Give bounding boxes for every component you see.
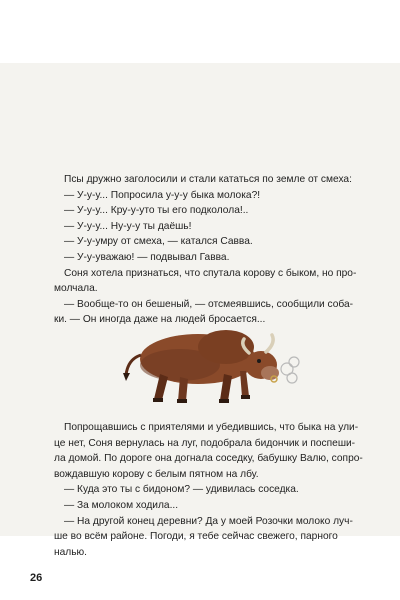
dialogue-line: — Куда это ты с бидоном? — удивилась соседка. (64, 484, 299, 496)
dialogue-line: — У-у-у... Кру-у-уто ты его подколола!.. (64, 205, 249, 217)
dialogue-line: — У-у-умру от смеха, — катался Савва. (64, 236, 253, 248)
page-number: 26 (30, 572, 43, 584)
text-block-bottom (54, 420, 363, 560)
paragraph-line: Псы дружно заголосили и стали кататься по земле от смеха: (64, 174, 352, 185)
text-block-top (54, 172, 357, 328)
dialogue-line: — Вообще-то он бешеный, — отсмеявшись, сообщили соба- (64, 298, 354, 310)
paragraph-line: Соня хотела признаться, что спутала корову с быком, но про- (64, 267, 357, 279)
dialogue-line: — У-у-у... Попросила у-у-у быка молока?! (64, 189, 261, 201)
dialogue-line: — У-у-уважаю! — подвывал Гавва. (64, 251, 230, 263)
paragraph-line: молчала. (54, 283, 98, 295)
dialogue-line: — На другой конец деревни? Да у моей Розочки молоко луч- (64, 515, 353, 527)
dialogue-line: — У-у-у... Ну-у-у ты даёшь! (64, 220, 192, 232)
dialogue-line: налью. (54, 546, 88, 558)
bull-illustration (118, 329, 303, 409)
paragraph-line: Попрощавшись с приятелями и убедившись, что быка на ули- (64, 422, 359, 433)
paragraph-line: це нет, Соня вернулась на луг, подобрала бидончик и поспеши- (54, 437, 356, 449)
dialogue-line: — За молоком ходила... (64, 499, 179, 511)
paragraph-line: ла домой. По дороге она догнала соседку, бабушку Валю, сопро- (54, 453, 363, 465)
dialogue-line: ки. — Он иногда даже на людей бросается... (54, 314, 266, 326)
dialogue-line: ше во всём районе. Погоди, я тебе сейчас свежего, парного (54, 531, 338, 543)
book-page (0, 63, 400, 584)
paragraph-line: вождавшую корову с белым пятном на лбу. (54, 468, 259, 480)
